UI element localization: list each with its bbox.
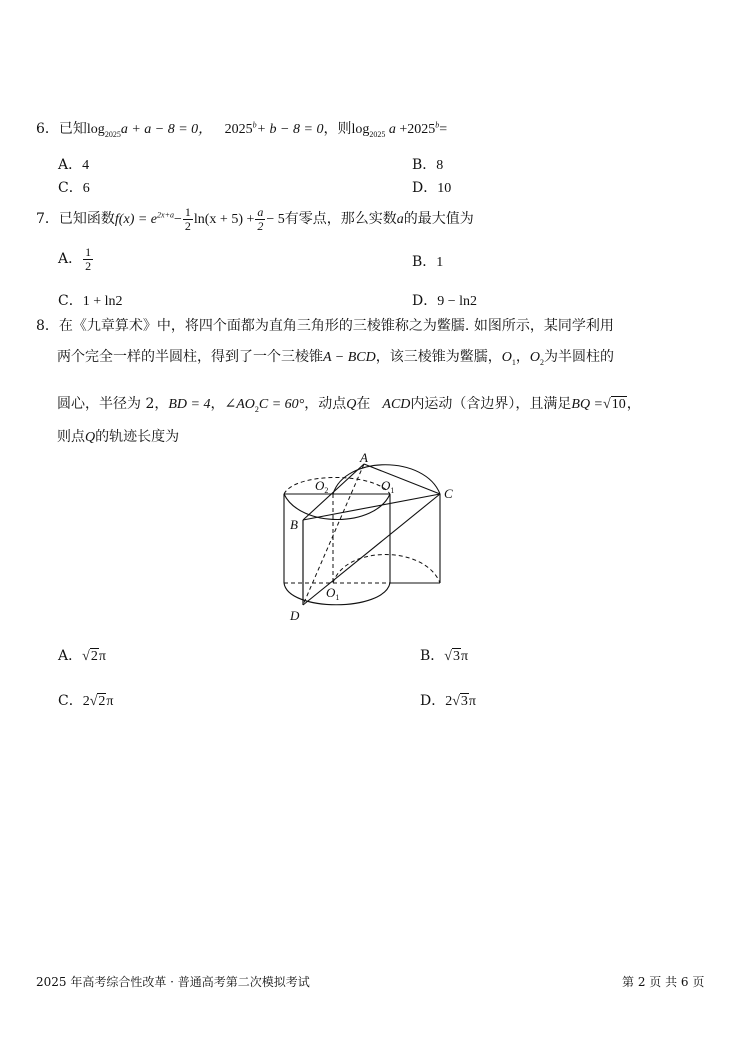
q6-option-c: C．6: [58, 180, 90, 196]
footer-page-number: 第 2 页 共 6 页: [622, 975, 705, 989]
label-b: B: [290, 517, 298, 532]
q7-option-a: A． $\frac{1}{2}$: [58, 244, 92, 273]
edge-dc: [303, 494, 440, 605]
q7-option-b: B．1: [412, 254, 444, 270]
q8-line2: 两个完全一样的半圆柱，得到了一个三棱锥A − BCD，该三棱锥为鳖臑，$O_1$，$O_2$为半圆柱的: [57, 349, 614, 367]
label-c: C: [444, 486, 453, 501]
q8-option-d: D．2√3π: [420, 693, 476, 709]
hidden-arc-bottom: [333, 555, 440, 584]
q8-option-b: B．√3π: [420, 648, 469, 664]
edge-bc: [303, 494, 440, 520]
label-o2: $O_2$: [315, 478, 329, 495]
q7-option-c: C．1 + ln2: [58, 293, 123, 309]
label-d: D: [290, 608, 300, 623]
q7-fraction-a-half: $\frac{a}{2}$: [257, 204, 264, 233]
q8-option-a: A．√2π: [58, 648, 106, 664]
edge-ac: [364, 464, 440, 494]
q6-option-b: B．8: [412, 157, 444, 173]
label-o1-bottom: $O_1$: [326, 585, 340, 602]
q6-option-a: A．4: [58, 157, 90, 173]
arc-bottom-left: [284, 583, 390, 605]
label-a: A: [360, 450, 368, 465]
q8-option-c: C．2√2π: [58, 693, 114, 709]
edge-ab: [303, 464, 364, 520]
q8-line1: 8．在《九章算术》中，将四个面都为直角三角形的三棱锥称之为鳖臑. 如图所示，某同学利用: [36, 318, 614, 334]
footer-exam-title: 2025 年高考综合性改革 · 普通高考第二次模拟考试: [36, 975, 310, 989]
q6-option-d: D．10: [412, 180, 452, 196]
hidden-ad: [303, 464, 364, 605]
q6-stem: 6．已知$\log_{2025}a + a - 8 = 0$， $2025^b+ b - 8 = 0$，则$\log_{2025} a +2025^b=$: [36, 120, 448, 139]
q8-line4: 则点Q的轨迹长度为: [57, 429, 180, 445]
q7-fraction-half: $\frac{1}{2}$: [184, 204, 191, 233]
q7-stem: 7．已知函数$f(x) = e^{2x+a}-$ $\frac{1}{2}$ ln(x + 5) + $\frac{a}{2}$ − 5有零点，那么实数a的最大值为: [36, 204, 474, 233]
hidden-arc-top: [284, 478, 390, 495]
q7-option-d: D．9 − ln2: [412, 293, 478, 309]
arc-top-right: [333, 465, 440, 494]
q8-line3: 圆心，半径为 2，BD = 4，$\angle AO_2C = 60^\circ$，动点Q在 ACD内运动（含边界），且满足BQ =√10，: [57, 396, 641, 414]
label-o1-top: $O_1$: [381, 478, 395, 495]
arc-top-left: [284, 494, 390, 520]
